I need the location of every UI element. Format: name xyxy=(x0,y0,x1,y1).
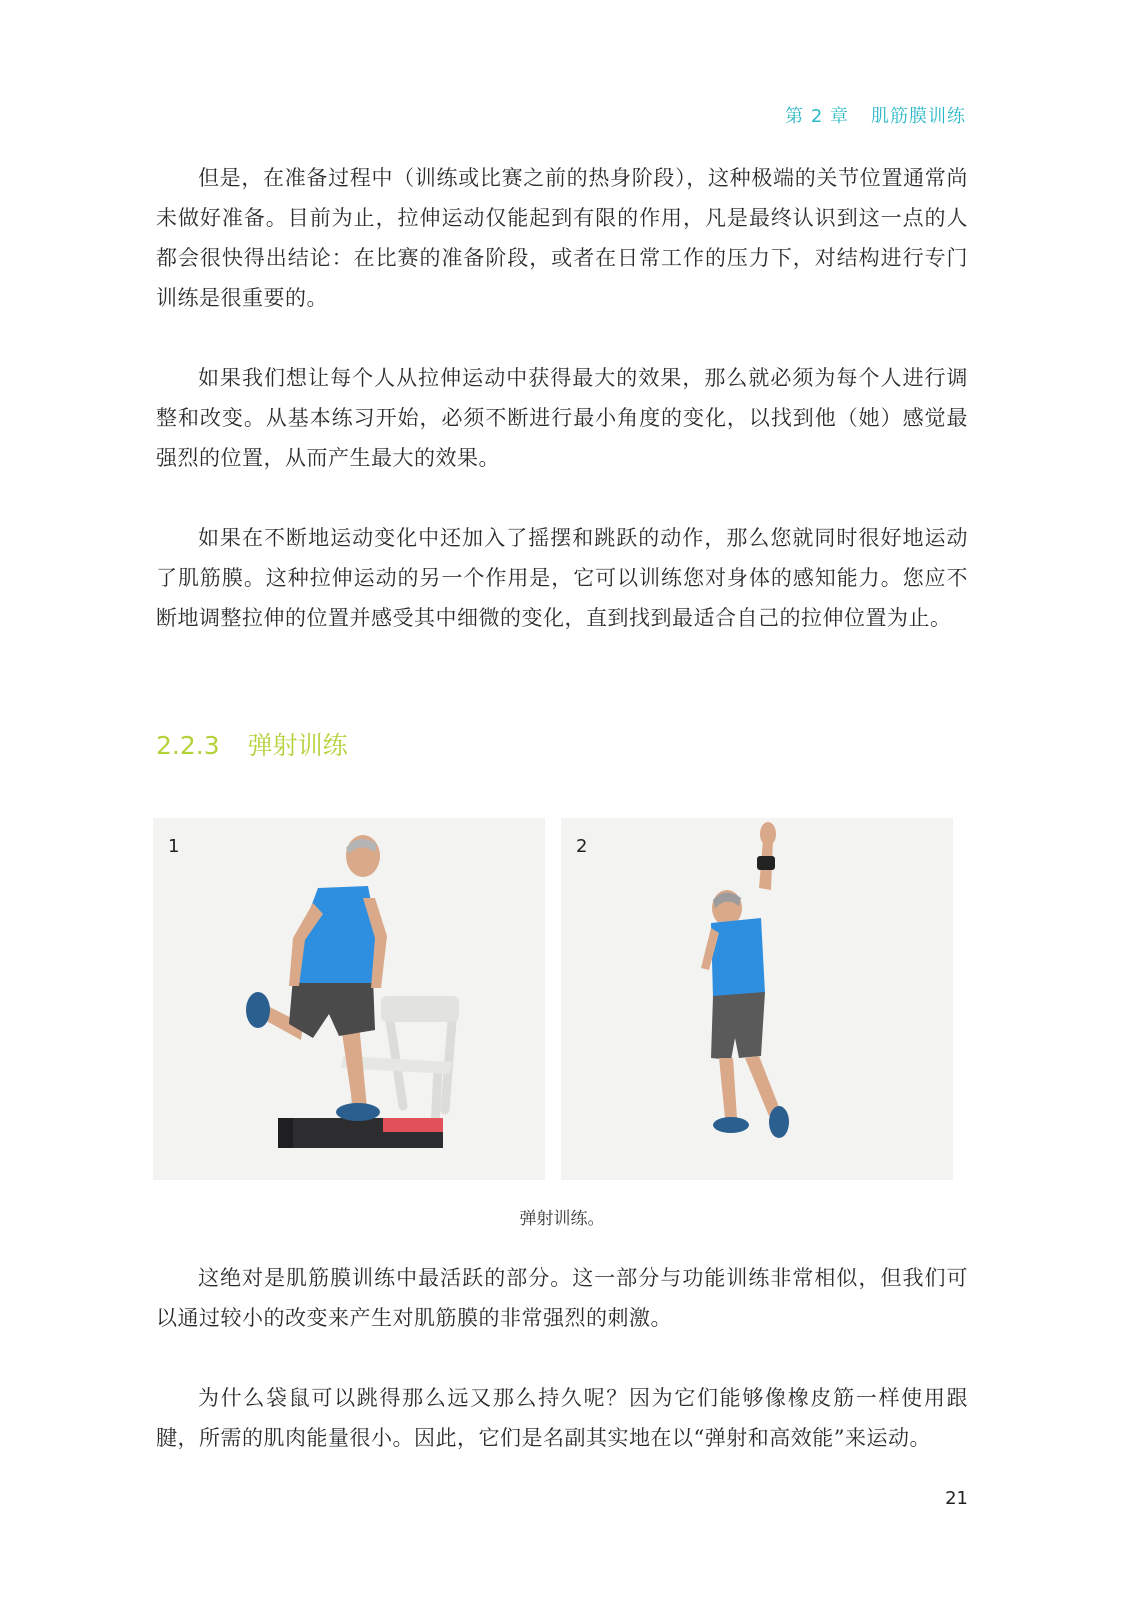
section-number: 2.2.3 xyxy=(156,731,220,760)
paragraph: 但是，在准备过程中（训练或比赛之前的热身阶段），这种极端的关节位置通常尚未做好准备。目前为止，拉伸运动仅能起到有限的作用，凡是最终认识到这一点的人都会很快得出结论：在比赛的准备阶段，或者在日常工作的压力下，对结构进行专门训练是很重要的。 xyxy=(156,166,968,310)
body-text-top xyxy=(156,158,968,638)
chapter-number: 第 2 章 xyxy=(785,106,849,127)
figure-label: 2 xyxy=(576,836,588,857)
section-heading xyxy=(156,726,348,762)
person-step-illustration xyxy=(153,818,545,1180)
paragraph: 为什么袋鼠可以跳得那么远又那么持久呢？因为它们能够像橡皮筋一样使用跟腱，所需的肌肉能量很小。因此，它们是名副其实地在以“弹射和高效能”来运动。 xyxy=(156,1386,968,1450)
paragraph: 如果我们想让每个人从拉伸运动中获得最大的效果，那么就必须为每个人进行调整和改变。从基本练习开始，必须不断进行最小角度的变化，以找到他（她）感觉最强烈的位置，从而产生最大的效果。 xyxy=(156,366,968,470)
chapter-title: 肌筋膜训练 xyxy=(871,106,966,127)
page-number: 21 xyxy=(945,1488,968,1509)
figure-label: 1 xyxy=(168,836,180,857)
figure-1-photo xyxy=(153,818,545,1180)
figure-2-photo xyxy=(561,818,953,1180)
paragraph: 这绝对是肌筋膜训练中最活跃的部分。这一部分与功能训练非常相似，但我们可以通过较小的改变来产生对肌筋膜的非常强烈的刺激。 xyxy=(156,1266,968,1330)
paragraph: 如果在不断地运动变化中还加入了摇摆和跳跃的动作，那么您就同时很好地运动了肌筋膜。这种拉伸运动的另一个作用是，它可以训练您对身体的感知能力。您应不断地调整拉伸的位置并感受其中细微的变化，直到找到最适合自己的拉伸位置为止。 xyxy=(156,526,968,630)
person-jump-illustration xyxy=(561,818,953,1180)
running-header xyxy=(785,102,966,128)
body-text-bottom xyxy=(156,1258,968,1458)
figure-caption: 弹射训练。 xyxy=(519,1209,605,1229)
section-title: 弹射训练 xyxy=(247,731,348,760)
